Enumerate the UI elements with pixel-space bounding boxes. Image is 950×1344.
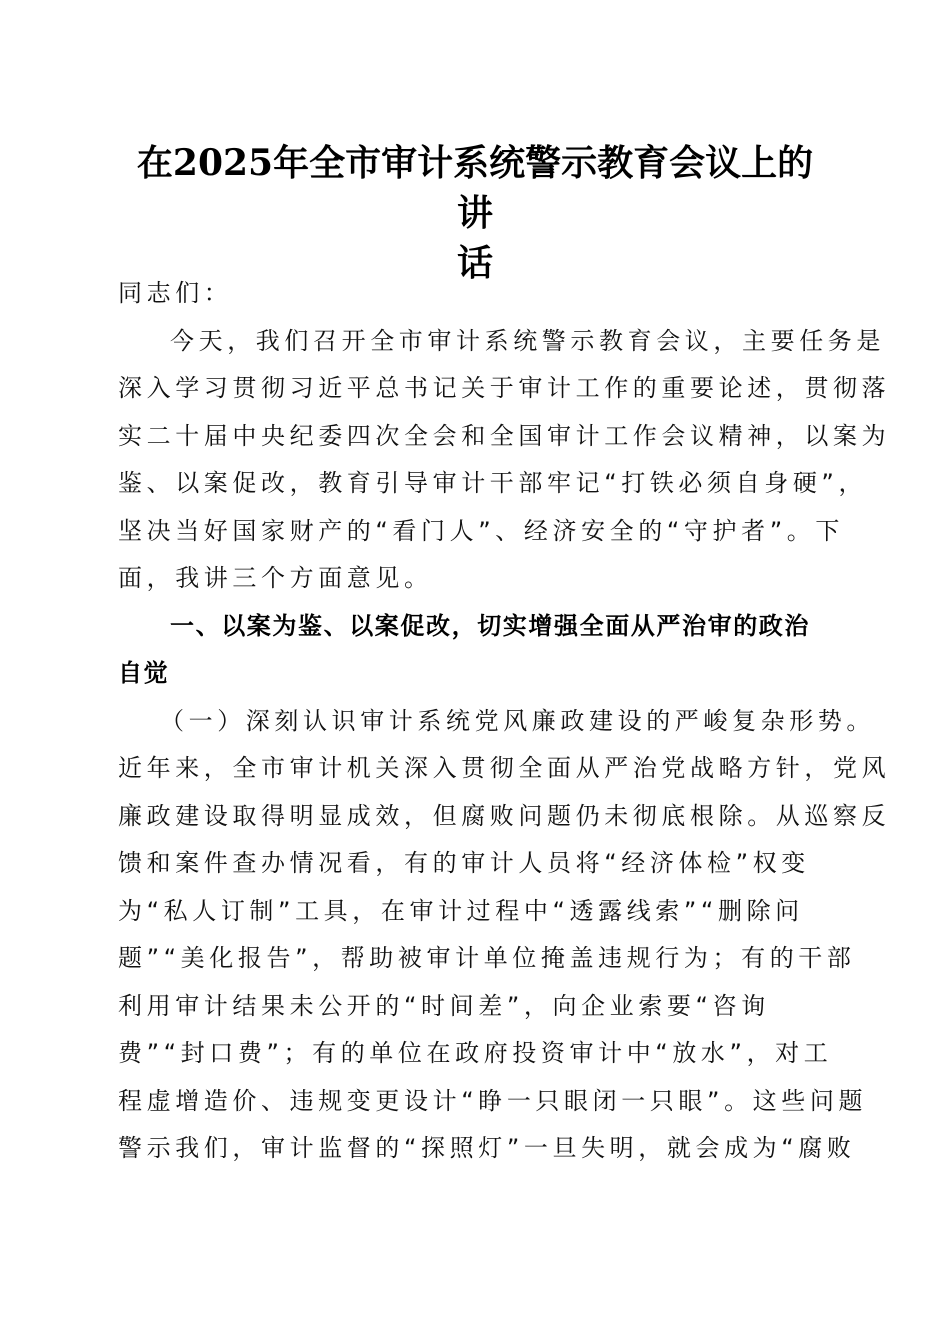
intro-line: 实二十届中央纪委四次全会和全国审计工作会议精神，以案为 bbox=[118, 421, 891, 450]
paragraph-line: 题”“美化报告”，帮助被审计单位掩盖违规行为；有的干部 bbox=[118, 944, 856, 972]
salutation: 同志们： bbox=[118, 279, 233, 307]
paragraph-line: 为“私人订制”工具，在审计过程中“透露线索”“删除问 bbox=[118, 896, 804, 925]
intro-line: 今天，我们召开全市审计系统警示教育会议，主要任务是 bbox=[170, 326, 885, 355]
paragraph-line: 费”“封口费”；有的单位在政府投资审计中“放水”，对工 bbox=[118, 1039, 833, 1067]
title-line: 话 bbox=[456, 242, 493, 284]
paragraph-line: 近年来，全市审计机关深入贯彻全面从严治党战略方针，党风 bbox=[118, 754, 891, 782]
intro-line: 面，我讲三个方面意见。 bbox=[118, 564, 433, 592]
paragraph-line: 廉政建设取得明显成效，但腐败问题仍未彻底根除。从巡察反 bbox=[118, 801, 891, 830]
intro-line: 深入学习贯彻习近平总书记关于审计工作的重要论述，贯彻落 bbox=[118, 374, 891, 402]
intro-line: 坚决当好国家财产的“看门人”、经济安全的“守护者”。下 bbox=[118, 516, 844, 545]
intro-line: 鉴、以案促改，教育引导审计干部牢记“打铁必须自身硬”， bbox=[118, 469, 868, 497]
section-heading: 自觉 bbox=[118, 659, 170, 687]
document-body bbox=[118, 270, 891, 1173]
paragraph-line: 警示我们，审计监督的“探照灯”一旦失明，就会成为“腐败 bbox=[118, 1134, 856, 1162]
paragraph-line: 馈和案件查办情况看，有的审计人员将“经济体检”权变 bbox=[118, 849, 810, 877]
document-title bbox=[120, 138, 830, 288]
subsection-line: （一）深刻认识审计系统党风廉政建设的严峻复杂形势。 bbox=[160, 706, 875, 735]
title-line: 在2025年全市审计系统警示教育会议上的讲 bbox=[136, 142, 814, 234]
paragraph-line: 利用审计结果未公开的“时间差”，向企业索要“咨询 bbox=[118, 991, 770, 1020]
paragraph-line: 程虚增造价、违规变更设计“睁一只眼闭一只眼”。这些问题 bbox=[118, 1086, 868, 1115]
section-heading: 一、以案为鉴、以案促改，切实增强全面从严治审的政治 bbox=[170, 611, 810, 640]
